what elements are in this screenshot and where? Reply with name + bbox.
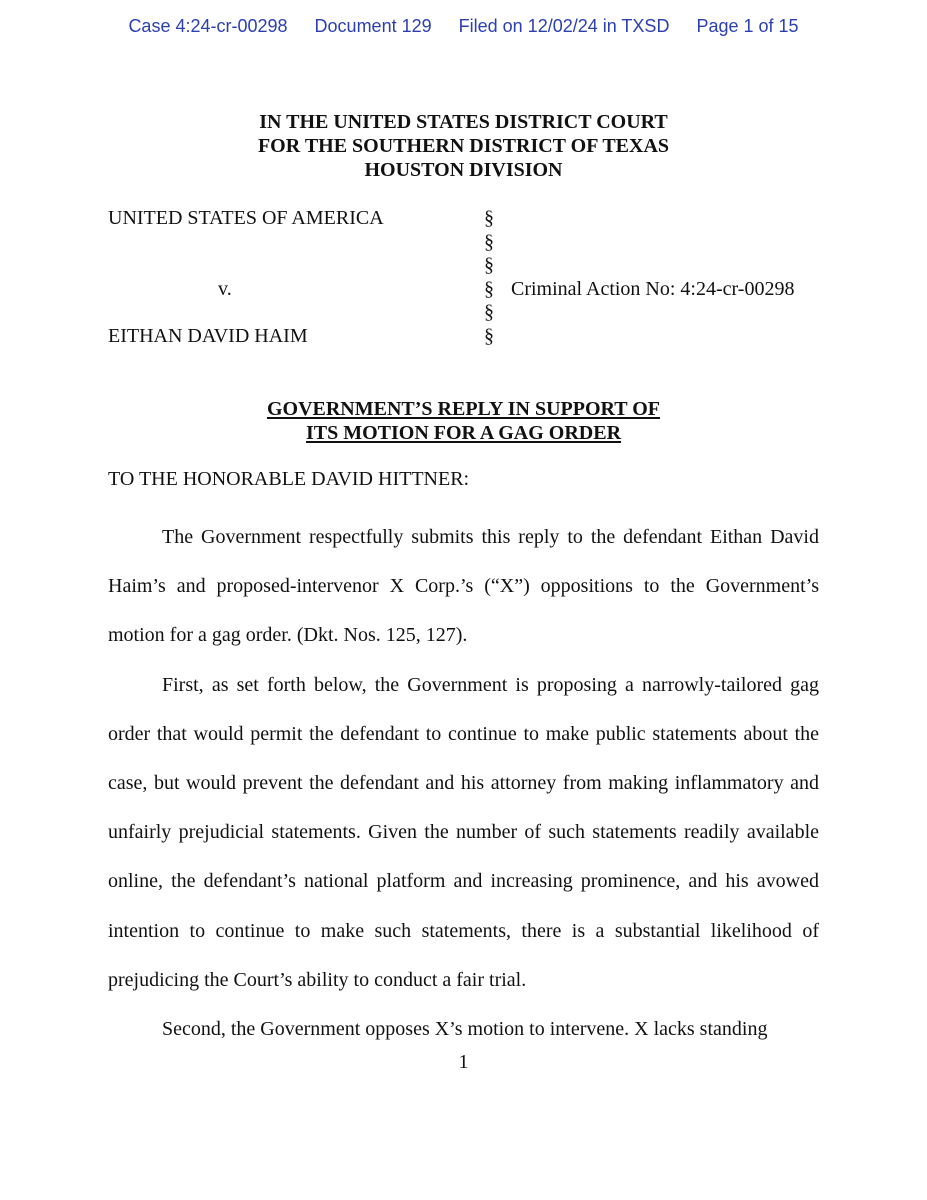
paragraph-intro: The Government respectfully submits this reply to the defendant Eithan David Haim’s and proposed-intervenor X Corp.’s (“X”) oppositions to the Government’s motion for a gag order. (Dkt. Nos. 125, 127). xyxy=(108,526,819,647)
motion-title-line2: ITS MOTION FOR A GAG ORDER xyxy=(305,422,622,444)
paragraph-first: First, as set forth below, the Government is proposing a narrowly-tailored gag order that would permit the defendant to continue to make public statements about the case, but would prevent the defendant and his attorney from making inflammatory and unfairly prejudicial statements. Given the number of such statements readily available online, the defendant’s national platform and increasing prominence, and his avowed intention to continue to make such statements, there is a substantial likelihood of prejudicing the Court’s ability to conduct a fair trial. xyxy=(108,673,819,991)
page-number: 1 xyxy=(458,1051,469,1073)
document-number: Document 129 xyxy=(314,16,432,36)
court-title xyxy=(0,110,927,182)
ecf-filing-header xyxy=(0,16,927,37)
defendant-name: EITHAN DAVID HAIM xyxy=(108,325,308,347)
section-symbol: § xyxy=(484,324,494,347)
salutation: TO THE HONORABLE DAVID HITTNER: xyxy=(108,468,470,490)
court-title-line3: HOUSTON DIVISION xyxy=(364,159,563,181)
case-number: Case 4:24-cr-00298 xyxy=(128,16,288,36)
section-symbol: § xyxy=(484,301,494,324)
section-symbol: § xyxy=(484,230,494,253)
section-symbol: § xyxy=(484,254,494,277)
body-text xyxy=(108,513,819,1054)
case-caption xyxy=(108,207,828,357)
motion-title-line1: GOVERNMENT’S REPLY IN SUPPORT OF xyxy=(266,398,661,420)
court-title-line2: FOR THE SOUTHERN DISTRICT OF TEXAS xyxy=(257,135,670,157)
versus-label: v. xyxy=(218,278,232,300)
section-symbol-column xyxy=(484,207,504,349)
section-symbol: § xyxy=(484,277,494,300)
plaintiff-name: UNITED STATES OF AMERICA xyxy=(108,207,384,229)
motion-title xyxy=(0,397,927,445)
filed-date: Filed on 12/02/24 in TXSD xyxy=(458,16,670,36)
page-count: Page 1 of 15 xyxy=(696,16,799,36)
criminal-action-number: Criminal Action No: 4:24-cr-00298 xyxy=(511,278,795,300)
section-symbol: § xyxy=(484,207,494,229)
paragraph-second: Second, the Government opposes X’s motion to intervene. X lacks standing xyxy=(162,1018,768,1041)
court-title-line1: IN THE UNITED STATES DISTRICT COURT xyxy=(259,111,668,133)
